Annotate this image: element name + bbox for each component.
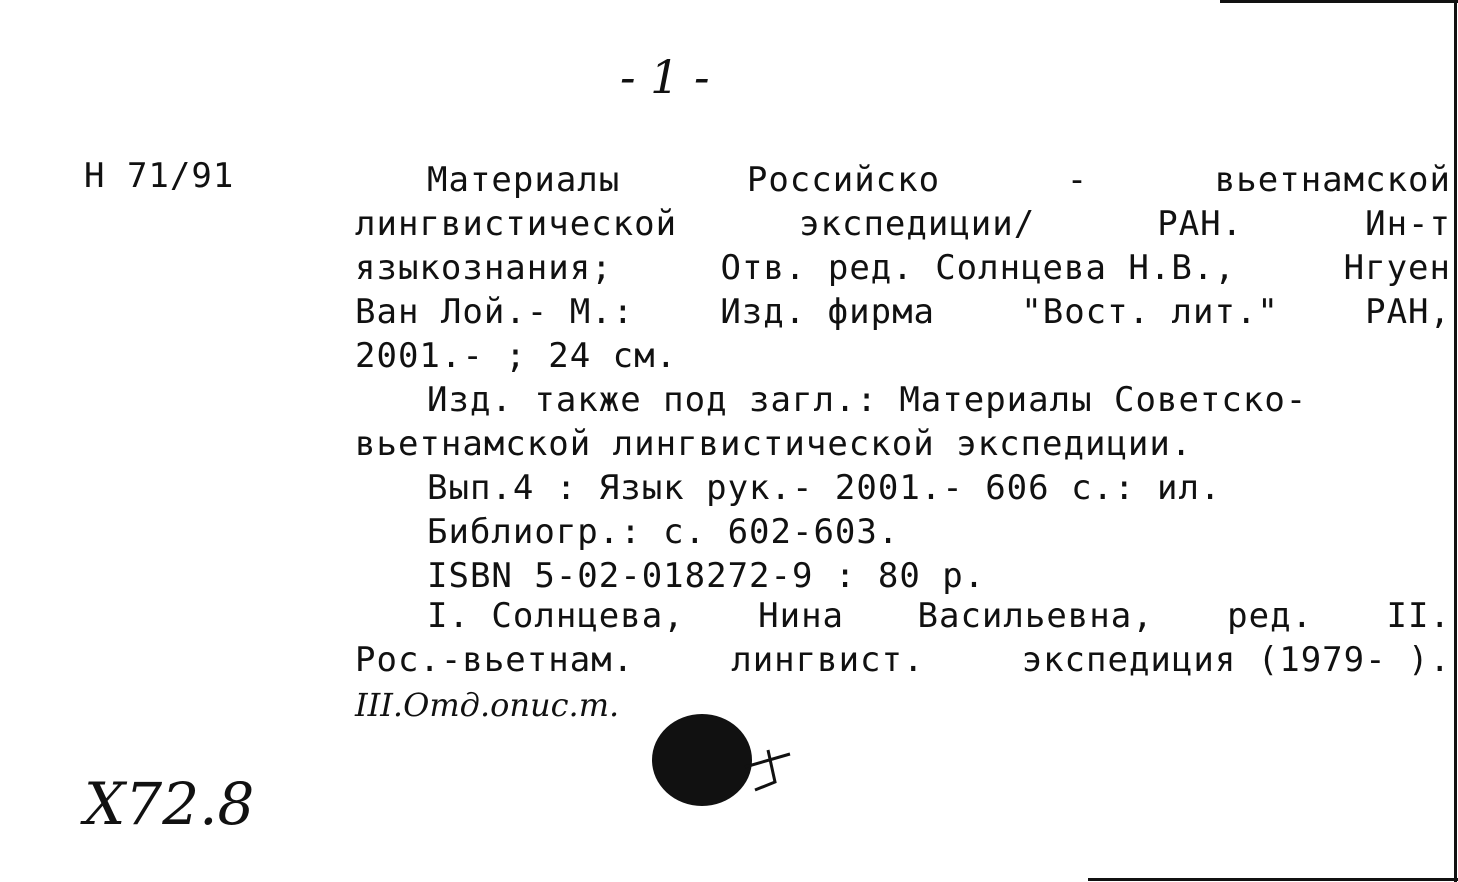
entry-line-4 <box>355 292 1451 332</box>
card-edge-bottom <box>1088 878 1458 881</box>
entry-word: Материалы <box>427 160 621 200</box>
handwritten-note: III.Отд.опис.т. <box>355 686 620 724</box>
entry-word: Отв. ред. Солнцева Н.В., <box>720 248 1236 288</box>
entry-line-5: 2001.- ; 24 см. <box>355 336 678 376</box>
entry-word: I. Солнцева, <box>427 596 685 636</box>
entry-word: "Вост. лит." <box>1021 292 1279 332</box>
entry-word: экспедиция (1979- ). <box>1021 640 1451 680</box>
entry-word: ред. <box>1227 596 1314 636</box>
entry-word: вьетнамской <box>1214 160 1451 200</box>
entry-line-8: Вып.4 : Язык рук.- 2001.- 606 с.: ил. <box>427 468 1222 508</box>
ink-blot-icon <box>650 712 800 812</box>
entry-word: лингвист. <box>731 640 925 680</box>
page-number: - 1 - <box>620 50 710 104</box>
entry-line-6: Изд. также под загл.: Материалы Советско- <box>427 380 1308 420</box>
entry-line-10: ISBN 5-02-018272-9 : 80 р. <box>427 556 986 596</box>
entry-line-2 <box>355 204 1451 244</box>
shelf-mark: H 71/91 <box>84 156 235 196</box>
entry-line-9: Библиогр.: с. 602-603. <box>427 512 900 552</box>
entry-word: Российско <box>746 160 941 200</box>
entry-word: Ин-т <box>1365 204 1451 244</box>
entry-word: лингвистической <box>355 204 678 244</box>
entry-line-12 <box>355 640 1451 680</box>
handwritten-classification: X72.8 <box>84 770 255 838</box>
entry-line-7: вьетнамской лингвистической экспедиции. <box>355 424 1193 464</box>
entry-line-3 <box>355 248 1451 288</box>
entry-word: языкознания; <box>355 248 613 288</box>
entry-word: Васильевна, <box>917 596 1154 636</box>
entry-word: РАН, <box>1365 292 1451 332</box>
entry-word: Нгуен <box>1343 248 1451 288</box>
entry-word: экспедиции/ <box>799 204 1036 244</box>
entry-word: РАН. <box>1157 204 1244 244</box>
entry-word: II. <box>1386 596 1451 636</box>
entry-word: Нина <box>758 596 845 636</box>
entry-word: Ван Лой.- М.: <box>355 292 635 332</box>
entry-word: - <box>1066 160 1089 200</box>
card-edge-right <box>1454 0 1457 882</box>
entry-line-11 <box>355 596 1451 636</box>
entry-line-1 <box>355 160 1451 200</box>
entry-word: Рос.-вьетнам. <box>355 640 635 680</box>
card-edge-top <box>1220 0 1458 3</box>
entry-word: Изд. фирма <box>720 292 936 332</box>
